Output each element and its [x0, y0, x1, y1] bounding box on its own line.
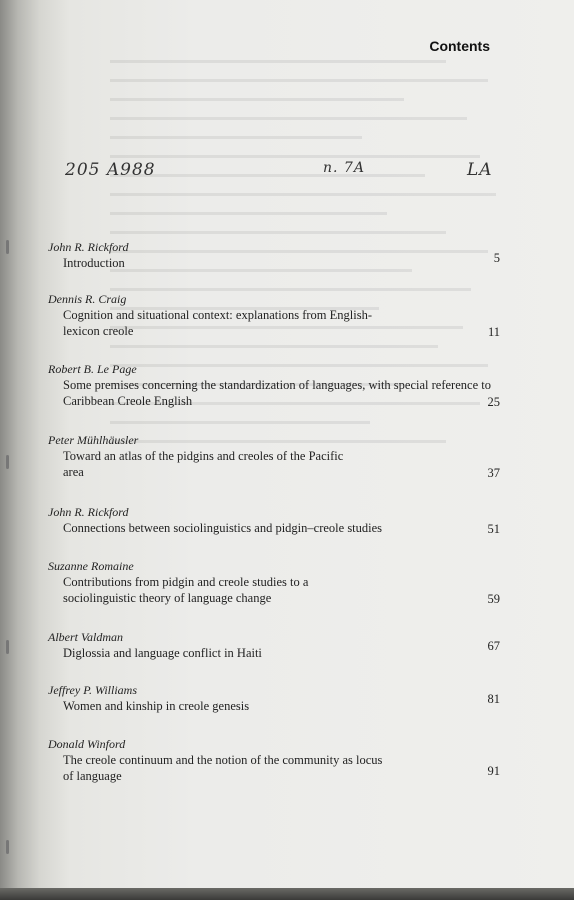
toc-page-number: 59: [487, 592, 500, 606]
toc-author: Robert B. Le Page: [48, 362, 137, 376]
toc-title: Women and kinship in creole genesis: [63, 699, 250, 713]
toc-page-number: 11: [487, 325, 500, 339]
scan-edge: [0, 888, 574, 900]
binding-mark: [6, 640, 9, 654]
toc-entry: [48, 433, 500, 483]
toc-entry: [48, 630, 500, 662]
toc-author: Dennis R. Craig: [48, 292, 127, 306]
toc-title: Introduction: [63, 256, 125, 270]
toc-entry: [48, 240, 500, 274]
toc-author: Albert Valdman: [48, 630, 123, 644]
toc-entry: [48, 737, 500, 785]
handwritten-note-middle: n. 7A: [323, 160, 365, 176]
toc-author: Jeffrey P. Williams: [48, 683, 137, 697]
toc-page-number: 67: [487, 639, 500, 653]
toc-title: Connections between sociolinguistics and pidgin–creole studies: [63, 521, 383, 535]
toc-entry: [48, 292, 500, 340]
toc-author: John R. Rickford: [48, 505, 129, 519]
handwritten-note-right: LA: [467, 160, 493, 180]
toc-page-number: 5: [493, 251, 500, 265]
toc-title: Toward an atlas of the pidgins and creoles of the Pacific area: [63, 449, 344, 479]
toc-author: John R. Rickford: [48, 240, 129, 254]
binding-mark: [6, 840, 9, 854]
toc-page-number: 51: [487, 522, 500, 536]
toc-page-number: 37: [487, 466, 500, 480]
page-heading: Contents: [429, 38, 490, 54]
toc-author: Peter Mühlhäusler: [48, 433, 139, 447]
toc-entry: [48, 683, 500, 715]
toc-title: Some premises concerning the standardization of languages, with special reference to Caribbean Creole English: [63, 378, 491, 408]
toc-title: Contributions from pidgin and creole studies to a sociolinguistic theory of language change: [63, 575, 309, 605]
toc-page-number: 91: [487, 764, 500, 778]
toc-entry: [48, 505, 500, 537]
toc-author: Suzanne Romaine: [48, 559, 134, 573]
toc-page-number: 81: [487, 692, 500, 706]
toc-page-number: 25: [487, 395, 500, 409]
toc-entry: [48, 559, 500, 607]
toc-title: Diglossia and language conflict in Haiti: [63, 646, 262, 660]
toc-entry: [48, 362, 500, 410]
toc-title: Cognition and situational context: explanations from English-lexicon creole: [63, 308, 372, 338]
toc-title: The creole continuum and the notion of the community as locus of language: [63, 753, 383, 783]
binding-mark: [6, 455, 9, 469]
binding-mark: [6, 240, 9, 254]
toc-author: Donald Winford: [48, 737, 126, 751]
handwritten-note-left: 205 A988: [65, 160, 156, 180]
